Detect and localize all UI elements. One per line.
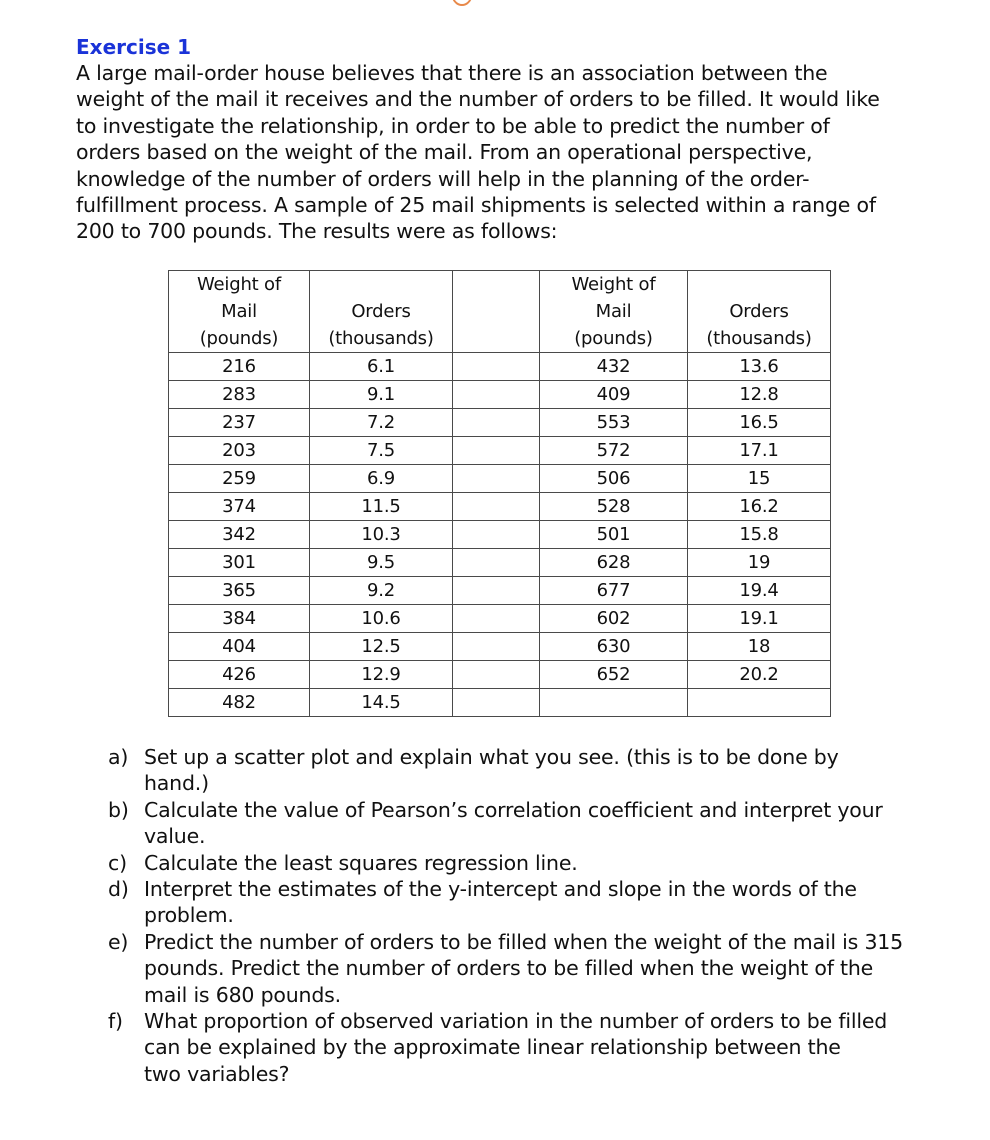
table-row — [169, 493, 831, 521]
spacer-cell — [453, 577, 540, 605]
table-header-row — [169, 271, 831, 353]
orders-cell: 12.9 — [310, 661, 453, 689]
question-line: Predict the number of orders to be filled when the weight of the mail is 315 — [144, 929, 903, 954]
header-text: (pounds) — [199, 328, 279, 349]
intro-line: 200 to 700 pounds. The results were as follows: — [76, 219, 558, 244]
question-line: Set up a scatter plot and explain what you see. (this is to be done by — [144, 745, 839, 769]
weight-cell: 426 — [169, 661, 310, 689]
orders-cell: 9.5 — [310, 549, 453, 577]
orders-cell: 12.5 — [310, 633, 453, 661]
header-orders-left — [310, 271, 453, 353]
question-line: pounds. Predict the number of orders to be filled when the weight of the — [144, 956, 874, 981]
question-line: two variables? — [144, 1061, 290, 1086]
question-item — [108, 876, 928, 929]
orders-cell — [688, 689, 831, 717]
orders-cell: 10.6 — [310, 605, 453, 633]
question-label: a) — [108, 745, 129, 769]
orders-cell: 7.2 — [310, 409, 453, 437]
spacer-cell — [453, 633, 540, 661]
table-row — [169, 605, 831, 633]
header-weight-left — [169, 271, 310, 353]
intro-line: to investigate the relationship, in order to be able to predict the number of — [76, 113, 830, 138]
question-line: mail is 680 pounds. — [144, 982, 341, 1007]
orders-cell: 10.3 — [310, 521, 453, 549]
header-text: Orders — [351, 300, 411, 322]
weight-cell: 237 — [169, 409, 310, 437]
weight-cell: 404 — [169, 633, 310, 661]
exercise-intro — [76, 60, 926, 245]
weight-cell: 301 — [169, 549, 310, 577]
question-label: c) — [108, 850, 127, 875]
question-line: can be explained by the approximate linear relationship between the — [144, 1035, 841, 1060]
question-item — [108, 850, 928, 876]
question-item — [108, 929, 928, 1008]
question-line: Calculate the value of Pearson’s correlation coefficient and interpret your — [144, 797, 883, 822]
intro-line: knowledge of the number of orders will help in the planning of the order- — [76, 166, 810, 191]
spacer-cell — [453, 437, 540, 465]
header-text: (thousands) — [706, 327, 812, 349]
intro-line: weight of the mail it receives and the number of orders to be filled. It would like — [76, 87, 880, 112]
table-row — [169, 381, 831, 409]
question-line: problem. — [144, 903, 234, 928]
weight-cell: 259 — [169, 465, 310, 493]
orders-cell: 16.2 — [688, 493, 831, 521]
weight-cell: 628 — [540, 549, 688, 577]
orders-cell: 19.1 — [688, 605, 831, 633]
header-weight-right — [540, 271, 688, 353]
weight-cell: 630 — [540, 633, 688, 661]
question-label: d) — [108, 877, 129, 902]
question-list — [108, 744, 928, 1087]
spacer-cell — [453, 549, 540, 577]
orders-cell: 15 — [688, 465, 831, 493]
orders-cell: 9.2 — [310, 577, 453, 605]
weight-cell: 432 — [540, 353, 688, 381]
question-item — [108, 797, 928, 850]
question-item — [108, 744, 928, 797]
orders-cell: 14.5 — [310, 689, 453, 717]
weight-cell: 677 — [540, 577, 688, 605]
header-text: (pounds) — [574, 328, 653, 349]
weight-cell: 652 — [540, 661, 688, 689]
spacer-cell — [453, 409, 540, 437]
header-spacer — [453, 271, 540, 353]
weight-cell: 203 — [169, 437, 310, 465]
header-text: Weight of — [197, 274, 281, 295]
orders-cell: 16.5 — [688, 409, 831, 437]
question-line: value. — [144, 824, 206, 849]
header-text: (thousands) — [328, 327, 434, 349]
weight-cell: 283 — [169, 381, 310, 409]
spacer-cell — [453, 493, 540, 521]
spacer-cell — [453, 381, 540, 409]
question-label: e) — [108, 929, 129, 954]
header-text: Mail — [595, 301, 632, 322]
orders-cell: 19 — [688, 549, 831, 577]
question-label: b) — [108, 797, 129, 822]
question-line: What proportion of observed variation in the number of orders to be filled — [144, 1009, 888, 1034]
spacer-cell — [453, 605, 540, 633]
spacer-cell — [453, 521, 540, 549]
weight-cell: 572 — [540, 437, 688, 465]
question-line: hand.) — [144, 771, 209, 796]
exercise-title: Exercise 1 — [76, 35, 192, 59]
orders-cell: 6.1 — [310, 353, 453, 381]
spacer-cell — [453, 353, 540, 381]
orders-cell: 15.8 — [688, 521, 831, 549]
table-row — [169, 661, 831, 689]
intro-line: fulfillment process. A sample of 25 mail shipments is selected within a range of — [76, 193, 876, 218]
table-row — [169, 437, 831, 465]
table-row — [169, 465, 831, 493]
header-text: Orders — [729, 300, 789, 322]
top-edge-mark — [448, 0, 476, 10]
spacer-cell — [453, 689, 540, 717]
orders-cell: 6.9 — [310, 465, 453, 493]
orders-cell: 13.6 — [688, 353, 831, 381]
header-text: Mail — [221, 301, 257, 322]
intro-line: orders based on the weight of the mail. From an operational perspective, — [76, 140, 813, 165]
orders-cell: 18 — [688, 633, 831, 661]
weight-cell: 501 — [540, 521, 688, 549]
question-line: Calculate the least squares regression line. — [144, 850, 578, 875]
weight-cell: 365 — [169, 577, 310, 605]
orders-cell: 7.5 — [310, 437, 453, 465]
weight-cell: 602 — [540, 605, 688, 633]
orders-cell: 19.4 — [688, 577, 831, 605]
question-line: Interpret the estimates of the y-intercept and slope in the words of the — [144, 877, 857, 902]
spacer-cell — [453, 465, 540, 493]
weight-cell: 342 — [169, 521, 310, 549]
orders-cell: 20.2 — [688, 661, 831, 689]
question-label: f) — [108, 1009, 123, 1034]
orders-cell: 12.8 — [688, 381, 831, 409]
orders-cell: 17.1 — [688, 437, 831, 465]
weight-cell: 216 — [169, 353, 310, 381]
weight-cell: 409 — [540, 381, 688, 409]
table-row — [169, 353, 831, 381]
header-orders-right — [688, 271, 831, 353]
weight-cell: 384 — [169, 605, 310, 633]
table-row — [169, 549, 831, 577]
spacer-cell — [453, 661, 540, 689]
intro-line: A large mail-order house believes that there is an association between the — [76, 61, 828, 85]
table-row — [169, 577, 831, 605]
weight-cell: 506 — [540, 465, 688, 493]
weight-cell: 482 — [169, 689, 310, 717]
mail-orders-table — [168, 270, 831, 717]
table-row — [169, 409, 831, 437]
orders-cell: 9.1 — [310, 381, 453, 409]
table-row — [169, 521, 831, 549]
question-item — [108, 1008, 928, 1087]
table-row — [169, 689, 831, 717]
weight-cell: 528 — [540, 493, 688, 521]
orders-cell: 11.5 — [310, 493, 453, 521]
table-row — [169, 633, 831, 661]
weight-cell: 374 — [169, 493, 310, 521]
header-text: Weight of — [571, 274, 656, 295]
weight-cell: 553 — [540, 409, 688, 437]
weight-cell — [540, 689, 688, 717]
